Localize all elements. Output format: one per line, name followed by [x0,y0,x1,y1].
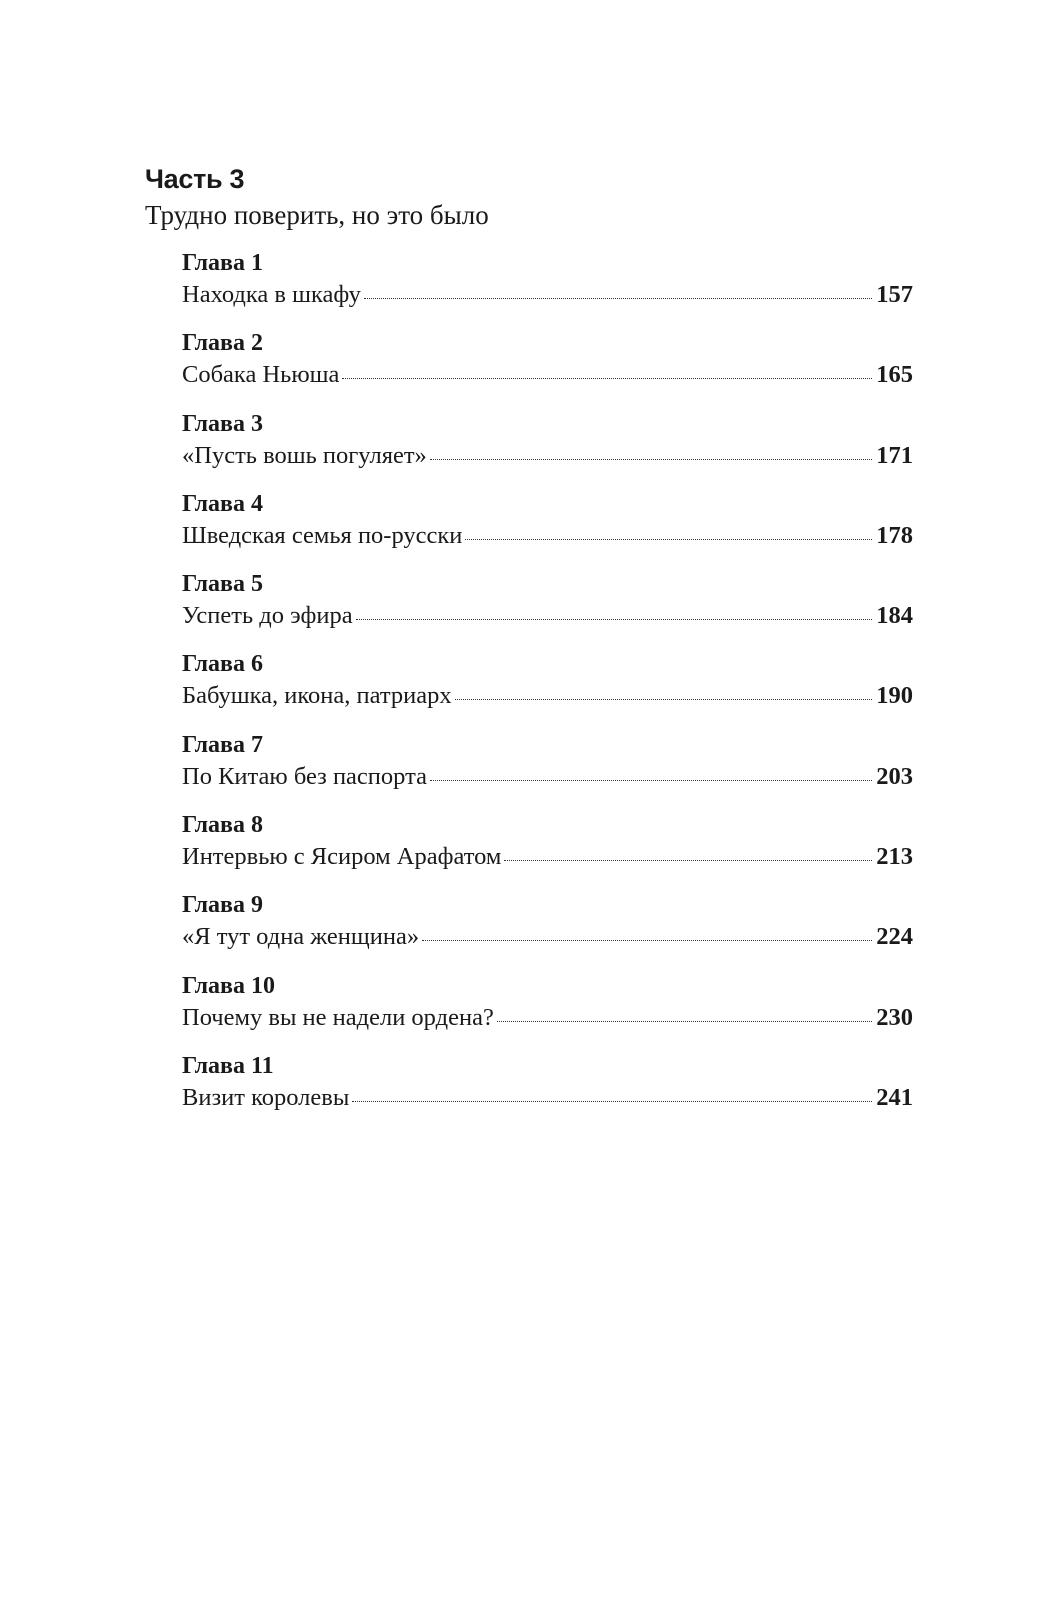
dot-leader [422,940,872,941]
chapter-title: Находка в шкафу [182,281,361,308]
chapter-title: Почему вы не надели ордена? [182,1003,494,1031]
chapter-label: Глава 8 [182,812,263,839]
page-number: 178 [876,521,913,549]
chapter-line [182,681,913,711]
page-number: 184 [876,602,913,630]
chapter-line [182,601,913,631]
dot-leader [497,1021,872,1022]
chapter-label: Глава 5 [182,571,263,598]
dot-leader [364,298,872,299]
chapter-title: Бабушка, икона, патриарх [182,682,452,710]
chapter-title: «Я тут одна женщина» [182,923,420,951]
page-number: 213 [876,843,913,871]
dot-leader [430,459,872,460]
page-number: 171 [876,441,913,469]
chapter-label: Глава 6 [182,651,263,678]
chapter-label: Глава 9 [182,892,263,919]
dot-leader [430,780,872,781]
chapter-label: Глава 2 [182,330,263,357]
chapter-line [182,1083,913,1113]
dot-leader [504,860,872,861]
chapter-entry [182,971,913,1051]
chapter-line [182,762,913,792]
chapter-line [182,922,913,952]
chapter-title: «Пусть вошь погуляет» [182,441,427,469]
chapter-title: Визит королевы [182,1083,350,1111]
chapter-label: Глава 4 [182,490,263,517]
chapter-label: Глава 1 [182,250,263,276]
chapter-entry [182,1051,913,1131]
chapter-entry [182,328,913,408]
dot-leader [356,619,873,620]
chapter-title: Успеть до эфира [182,602,353,630]
page-number: 224 [876,923,913,951]
chapter-entry [182,569,913,649]
dot-leader [342,378,872,379]
chapter-line [182,842,913,872]
chapter-title: Интервью с Ясиром Арафатом [182,843,502,871]
chapter-entry [182,248,913,328]
chapter-line [182,521,913,551]
chapter-entry [182,489,913,569]
chapter-entry [182,890,913,970]
chapter-title: Собака Ньюша [182,361,340,389]
chapter-line [182,360,913,390]
chapter-list [182,248,913,1131]
page-number: 165 [876,361,913,389]
chapter-entry [182,409,913,489]
chapter-line [182,441,913,471]
chapter-label: Глава 7 [182,731,263,758]
page-number: 157 [876,281,913,308]
chapter-title: Шведская семья по-русски [182,521,463,549]
page-number: 241 [876,1083,913,1111]
chapter-title: По Китаю без паспорта [182,762,427,790]
page-number: 203 [876,762,913,790]
chapter-entry [182,730,913,810]
dot-leader [465,539,872,540]
chapter-line [182,280,913,310]
page-number: 190 [876,682,913,710]
chapter-label: Глава 10 [182,972,275,999]
chapter-entry [182,649,913,729]
dot-leader [352,1101,872,1102]
chapter-line [182,1003,913,1033]
part-title: Часть 3 [145,164,245,194]
dot-leader [455,699,873,700]
part-subtitle: Трудно поверить, но это было [145,200,489,230]
chapter-entry [182,810,913,890]
chapter-label: Глава 11 [182,1052,274,1079]
page-number: 230 [876,1003,913,1031]
chapter-label: Глава 3 [182,410,263,437]
